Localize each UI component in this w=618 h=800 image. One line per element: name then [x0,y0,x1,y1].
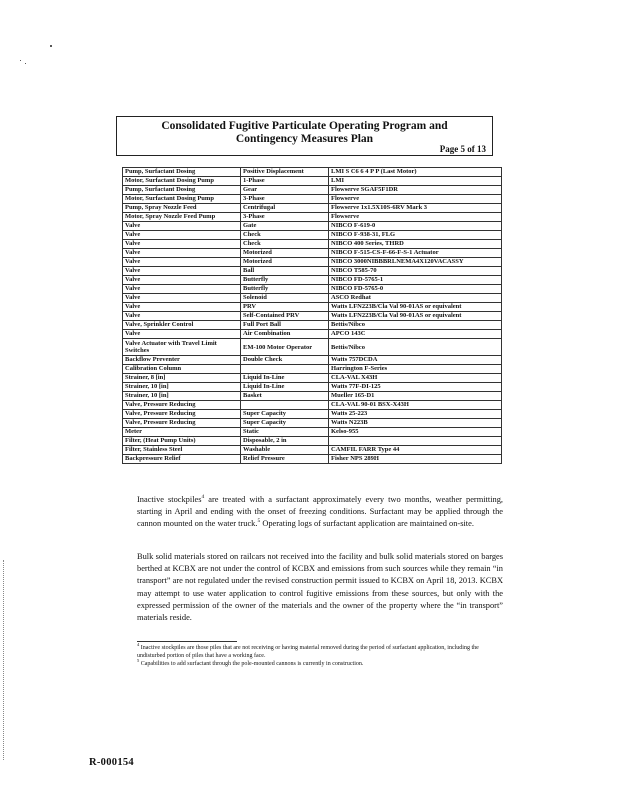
table-row [123,177,502,186]
type-cell: 3-Phase [241,213,329,222]
model-cell: LMI [329,177,502,186]
table-row [123,213,502,222]
model-cell: Flowserve 1x1.5X10S-6RV Mark 3 [329,204,502,213]
equipment-cell: Valve [123,267,241,276]
table-row [123,312,502,321]
scan-speck [20,60,21,61]
equipment-cell: Valve [123,294,241,303]
type-cell: Motorized [241,258,329,267]
model-cell: NIBCO T585-70 [329,267,502,276]
table-row [123,356,502,365]
type-cell: Double Check [241,356,329,365]
table-row [123,267,502,276]
model-cell: NIBCO F-619-0 [329,222,502,231]
type-cell: 3-Phase [241,195,329,204]
type-cell: Basket [241,392,329,401]
model-cell: NIBCO FD-5765-1 [329,276,502,285]
equipment-cell: Pump, Surfactant Dosing [123,168,241,177]
type-cell [241,401,329,410]
type-cell: Solenoid [241,294,329,303]
equipment-cell: Valve [123,222,241,231]
equipment-cell: Valve [123,312,241,321]
table-row [123,374,502,383]
type-cell: Butterfly [241,276,329,285]
model-cell: Kelso-955 [329,428,502,437]
model-cell: APCO 143C [329,330,502,339]
paragraph-bulk-materials: Bulk solid materials stored on railcars not received into the facility and bulk solid materials stored on barges berthed at KCBX are not under the control of KCBX and emissions from such sources while they remain “in transport” are not regulated under the revised construction permit issued to KCBX on April 18, 2013. KCBX may attempt to use water application to control fugitive emissions from these sources, but only with the expressed permission of the owner of the materials and the owner of the property where the “in transport” materials reside. [137,552,503,623]
type-cell: EM-100 Motor Operator [241,339,329,356]
type-cell: Washable [241,446,329,455]
footnote-rule [137,641,237,642]
model-cell: NIBCO F-938-31, FLG [329,231,502,240]
table-row [123,249,502,258]
model-cell: CAMFIL FARR Type 44 [329,446,502,455]
type-cell: Ball [241,267,329,276]
equipment-cell: Valve, Sprinkler Control [123,321,241,330]
model-cell: ASCO Redhat [329,294,502,303]
table-row [123,365,502,374]
scan-speck [50,45,52,47]
scan-margin-artifact [3,560,10,760]
table-row [123,321,502,330]
type-cell: Super Capacity [241,419,329,428]
equipment-cell: Filter, Stainless Steel [123,446,241,455]
type-cell: Super Capacity [241,410,329,419]
model-cell: Bettis/Nibco [329,321,502,330]
document-subtitle: Contingency Measures Plan [235,133,374,145]
model-cell: CLA-VAL 90-01 BSX-X43H [329,401,502,410]
type-cell: Full Port Ball [241,321,329,330]
model-cell: NIBCO 400 Series, THRD [329,240,502,249]
equipment-cell: Valve Actuator with Travel Limit Switches [123,339,241,356]
type-cell: PRV [241,303,329,312]
type-cell: Liquid In-Line [241,374,329,383]
model-cell: NIBCO 3000NIBBBRLNEMA4X120VACASSY [329,258,502,267]
equipment-cell: Calibration Column [123,365,241,374]
model-cell: Bettis/Nibco [329,339,502,356]
type-cell: Static [241,428,329,437]
equipment-cell: Motor, Surfactant Dosing Pump [123,177,241,186]
equipment-cell: Valve [123,258,241,267]
table-row [123,446,502,455]
model-cell: Watts LFN223B/Cla Val 90-01AS or equivalent [329,312,502,321]
table-row [123,410,502,419]
model-cell: Mueller 165-D1 [329,392,502,401]
type-cell: Liquid In-Line [241,383,329,392]
equipment-cell: Valve [123,330,241,339]
model-cell: Flowserve [329,195,502,204]
table-row [123,204,502,213]
type-cell: Disposable, 2 in [241,437,329,446]
type-cell: Air Combination [241,330,329,339]
equipment-cell: Backflow Preventer [123,356,241,365]
type-cell: Gear [241,186,329,195]
model-cell: NIBCO F-515-CS-F-66-F-S-1 Actuator [329,249,502,258]
table-row [123,428,502,437]
model-cell: Flowserve [329,213,502,222]
table-row [123,303,502,312]
page-number: Page 5 of 13 [439,144,486,154]
model-cell: Watts 77F-DI-125 [329,383,502,392]
table-row [123,383,502,392]
table-row [123,258,502,267]
type-cell: Gate [241,222,329,231]
table-row [123,401,502,410]
model-cell: CLA-VAL X43H [329,374,502,383]
equipment-cell: Valve [123,303,241,312]
equipment-cell: Filter, (Heat Pump Units) [123,437,241,446]
type-cell [241,365,329,374]
table-row [123,231,502,240]
table-row [123,392,502,401]
type-cell: Check [241,231,329,240]
footnote-5: $^5$ Capabilities to add surfactant through the pole-mounted cannons is currently in construction. [137,658,364,667]
type-cell: Motorized [241,249,329,258]
equipment-cell: Strainer, 10 [in] [123,383,241,392]
equipment-cell: Valve [123,231,241,240]
type-cell: Check [241,240,329,249]
bates-number: R-000154 [89,757,134,768]
equipment-cell: Valve [123,240,241,249]
scan-speck [25,63,26,64]
model-cell: Watts 25-223 [329,410,502,419]
model-cell: Harrington F-Series [329,365,502,374]
equipment-table [122,167,502,464]
equipment-cell: Meter [123,428,241,437]
table-row [123,294,502,303]
equipment-cell: Valve [123,249,241,258]
equipment-cell: Motor, Surfactant Dosing Pump [123,195,241,204]
table-row [123,195,502,204]
equipment-cell: Pump, Surfactant Dosing [123,186,241,195]
equipment-cell: Strainer, 8 [in] [123,374,241,383]
model-cell: Watts LFN223B/Cla Val 90-01AS or equivalent [329,303,502,312]
table-row [123,330,502,339]
paragraph-stockpiles: Inactive stockpiles$^4$ are treated with a surfactant approximately every two months, weather permitting, starting in April and ending with the onset of freezing conditions. Surfactant may be applied through the cannon mounted on the water truck.$^5$ Operating logs of surfactant application are maintained on-site. [137,494,503,529]
table-row [123,276,502,285]
equipment-cell: Pump, Spray Nozzle Feed [123,204,241,213]
type-cell: Self-Contained PRV [241,312,329,321]
type-cell: Relief Pressure [241,455,329,464]
model-cell: Flowserve SGAF5F1DR [329,186,502,195]
equipment-cell: Motor, Spray Nozzle Feed Pump [123,213,241,222]
footnote-4: $^4$ Inactive stockpiles are those piles that are not receiving or having material removed during the period of surfactant application, including the undisturbed portion of piles that have a working face. [137,642,479,659]
equipment-cell: Valve, Pressure Reducing [123,419,241,428]
type-cell: Butterfly [241,285,329,294]
equipment-cell: Valve [123,285,241,294]
equipment-cell: Strainer, 10 [in] [123,392,241,401]
table-row [123,437,502,446]
table-row [123,419,502,428]
equipment-cell: Valve, Pressure Reducing [123,401,241,410]
table-row [123,240,502,249]
document-header [116,116,493,156]
model-cell: LMI S C6 6 4 P P (Last Motor) [329,168,502,177]
table-row [123,339,502,356]
document-title: Consolidated Fugitive Particulate Operating Program and [161,120,448,132]
type-cell: Positive Displacement [241,168,329,177]
type-cell: 1-Phase [241,177,329,186]
model-cell: NIBCO FD-5765-0 [329,285,502,294]
table-row [123,186,502,195]
model-cell: Watts 757DCDA [329,356,502,365]
model-cell: Watts N223B [329,419,502,428]
equipment-cell: Valve, Pressure Reducing [123,410,241,419]
table-row [123,285,502,294]
model-cell: Fisher NPS 289H [329,455,502,464]
table-row [123,168,502,177]
model-cell [329,437,502,446]
table-row [123,222,502,231]
type-cell: Centrifugal [241,204,329,213]
equipment-cell: Backpressure Relief [123,455,241,464]
equipment-cell: Valve [123,276,241,285]
table-row [123,455,502,464]
